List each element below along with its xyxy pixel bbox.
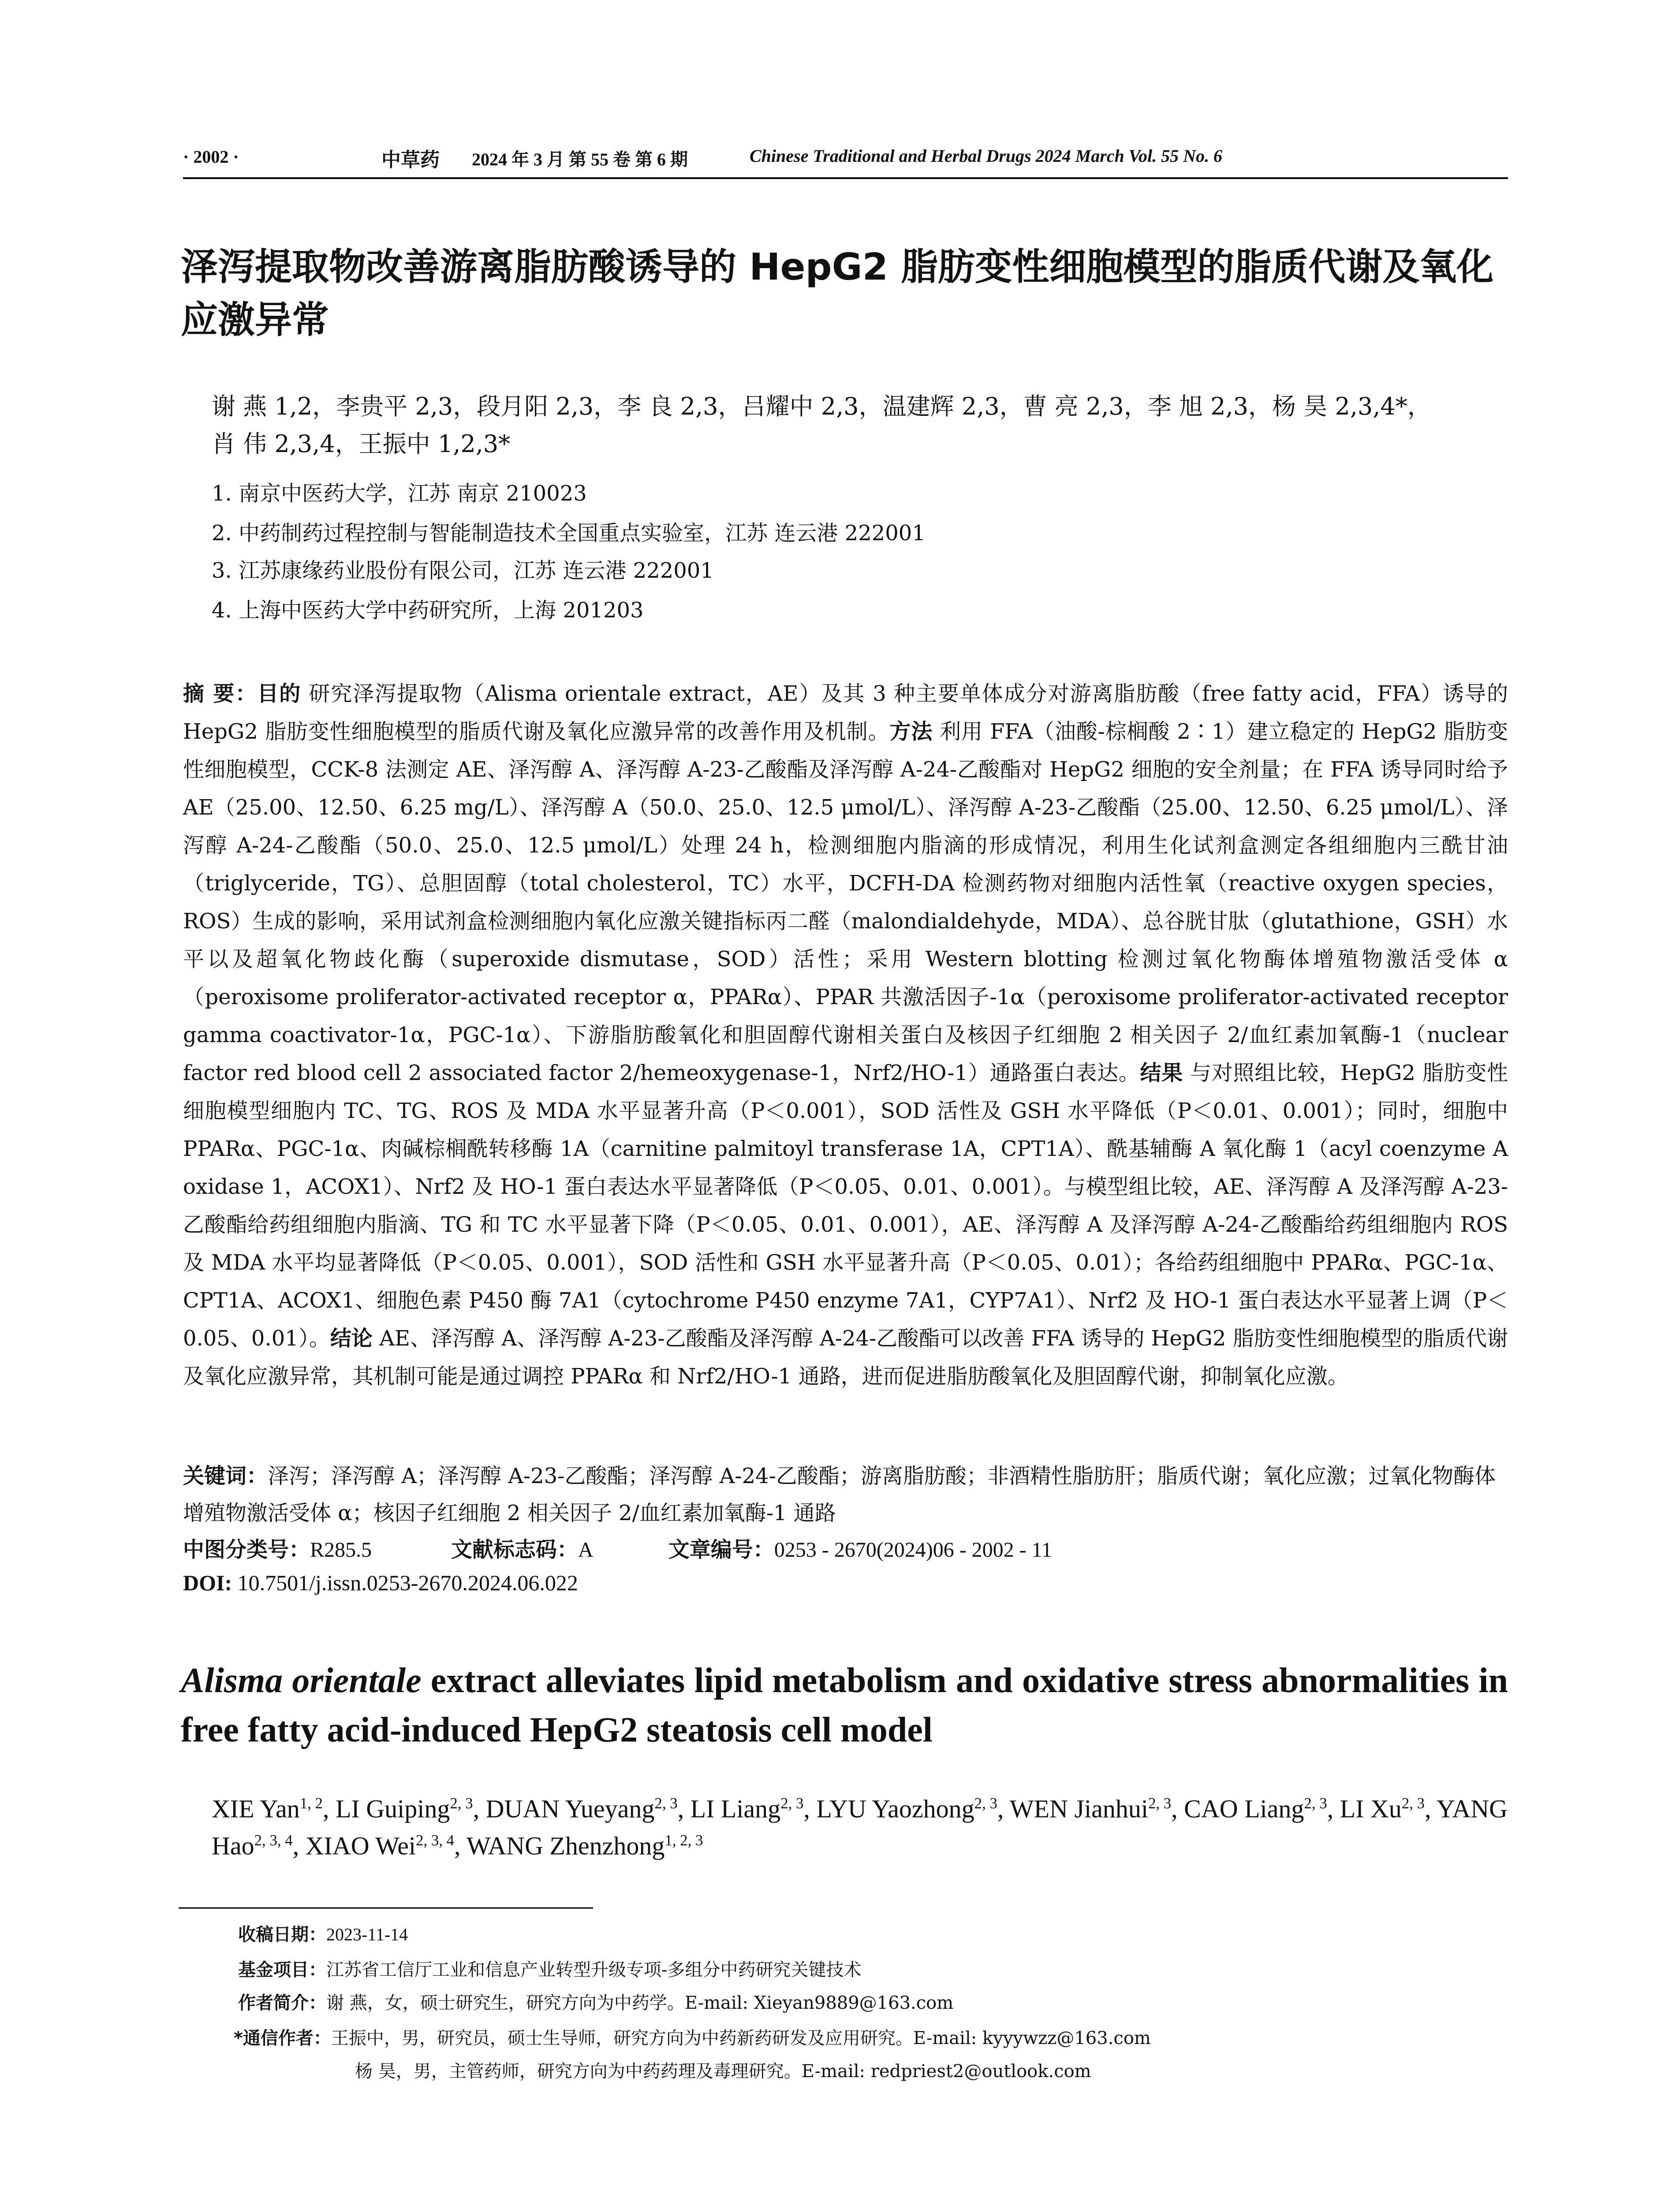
- issue-info-cn: 2024 年 3 月 第 55 卷 第 6 期: [472, 149, 688, 169]
- footnote-rule: [179, 1907, 593, 1909]
- footnote-received: 收稿日期：2023-11-14: [238, 1925, 408, 1945]
- affiliation-4: 4. 上海中医药大学中药研究所，上海 201203: [212, 598, 644, 623]
- article-number-label: 文章编号：: [668, 1537, 774, 1562]
- author-en: DUAN Yueyang: [485, 1794, 655, 1823]
- doi-line: [183, 1570, 578, 1596]
- journal-name-cn: 中草药: [381, 149, 440, 171]
- author-en: LI Liang: [690, 1794, 781, 1823]
- methods-text: 利用 FFA（油酸-棕榈酸 2∶1）建立稳定的 HepG2 脂肪变性细胞模型，CCK-8 法测定 AE、泽泻醇 A、泽泻醇 A-23-乙酸酯及泽泻醇 A-24-乙酸酯对 HepG2 细胞的安全剂量；在 FFA 诱导同时给予 AE（25.00、12.50、6.25 mg/L）、泽泻醇 A（50.0、25.0、12.5 μmol/L）、泽泻醇 A-23-乙酸酯（25.00、12.50、6.25 μmol/L）、泽泻醇 A-24-乙酸酯（50.0、25.0、12.5 μmol/L）处理 24 h，检测细胞内脂滴的形成情况，利用生化试剂盒测定各组细胞内三酰甘油（triglyceride，TG）、总胆固醇（total cholesterol，TC）水平，DCFH-DA 检测药物对细胞内活性氧（reactive oxygen species，ROS）生成的影响，采用试剂盒检测细胞内氧化应激关键指标丙二醛（malondialdehyde，MDA）、总谷胱甘肽（glutathione，GSH）水平以及超氧化物歧化酶（superoxide dismutase，SOD）活性；采用 Western blotting 检测过氧化物酶体增殖物激活受体 α（peroxisome proliferator-activated receptor α，PPARα）、PPAR 共激活因子-1α（peroxisome proliferator-activated receptor gamma coactivator-1α，PGC-1α）、下游脂肪酸氧化和胆固醇代谢相关蛋白及核因子红细胞 2 相关因子 2/血红素加氧酶-1（nuclear factor red blood cell 2 associated factor 2/hemeoxygenase-1，Nrf2/HO-1）通路蛋白表达。: [183, 719, 1508, 1085]
- author-affiliation-sup: 2, 3: [1148, 1794, 1172, 1812]
- author-en: LI Xu: [1340, 1794, 1402, 1823]
- clc-value: R285.5: [310, 1538, 372, 1562]
- doi-value: 10.7501/j.issn.0253-2670.2024.06.022: [232, 1570, 578, 1595]
- keywords: [183, 1458, 1508, 1532]
- title-cn: 泽泻提取物改善游离脂肪酸诱导的 HepG2 脂肪变性细胞模型的脂质代谢及氧化应激异常: [181, 245, 1494, 341]
- author-en: WANG Zhenzhong: [466, 1831, 665, 1860]
- article-number-value: 0253 - 2670(2024)06 - 2002 - 11: [774, 1538, 1052, 1562]
- keywords-text: 泽泻；泽泻醇 A；泽泻醇 A-23-乙酸酯；泽泻醇 A-24-乙酸酯；游离脂肪酸；非酒精性脂肪肝；脂质代谢；氧化应激；过氧化物酶体增殖物激活受体 α；核因子红细胞 2 相关因子 2/血红素加氧酶-1 通路: [183, 1464, 1496, 1525]
- affiliation-2: 2. 中药制药过程控制与智能制造技术全国重点实验室，江苏 连云港 222001: [212, 521, 926, 546]
- author-affiliation-sup: 2, 3: [1304, 1794, 1327, 1812]
- author-en: YANG Hao: [212, 1794, 1508, 1860]
- author-affiliation-sup: 2, 3: [654, 1794, 678, 1812]
- title-en-rest: extract alleviates lipid metabolism and oxidative stress abnormalities in free fatty acid-induced HepG2 steatosis cell model: [181, 1661, 1508, 1749]
- author-affiliation-sup: 2, 3: [780, 1794, 804, 1812]
- affiliation-1: 1. 南京中医药大学，江苏 南京 210023: [212, 481, 587, 506]
- title-en: [181, 1656, 1508, 1755]
- author-en: XIAO Wei: [305, 1831, 416, 1860]
- footnote-fund: 基金项目：江苏省工信厅工业和信息产业转型升级专项-多组分中药研究关键技术: [238, 1960, 862, 1980]
- classification-line: [183, 1532, 1052, 1563]
- keywords-label: 关键词：: [183, 1464, 268, 1488]
- author-affiliation-sup: 2, 3: [450, 1794, 473, 1812]
- header-rule: [183, 177, 1508, 179]
- conclusion-label: 结论: [330, 1326, 373, 1351]
- author-affiliation-sup: 1, 2, 3: [665, 1831, 703, 1849]
- doi-label: DOI:: [183, 1570, 232, 1595]
- author-en: LI Guiping: [336, 1794, 450, 1823]
- authors-en: XIE Yan$^{1, 2}$, LI Guiping$^{2, 3}$, DUAN Yueyang$^{2, 3}$, LI Liang$^{2, 3}$, LYU Yaozhong$^{2, 3}$, WEN Jianhui$^{2, 3}$, CAO Liang$^{2, 3}$, LI Xu$^{2, 3}$, YANG Hao$^{2, 3, 4}$, XIAO Wei$^{2, 3, 4}$, WANG Zhenzhong$^{1, 2, 3}$: [212, 1794, 1508, 1860]
- author-affiliation-sup: 2, 3: [1401, 1794, 1425, 1812]
- authors-cn-line2: 肖 伟 2,3,4，王振中 1,2,3*: [212, 430, 511, 458]
- journal-name-en: Chinese Traditional and Herbal Drugs 2024 March Vol. 55 No. 6: [750, 146, 1223, 166]
- doc-code-value: A: [578, 1538, 594, 1562]
- doc-code-label: 文献标志码：: [451, 1537, 579, 1562]
- author-en: CAO Liang: [1184, 1794, 1304, 1823]
- clc-label: 中图分类号：: [183, 1537, 310, 1562]
- methods-label: 方法: [889, 719, 933, 744]
- author-affiliation-sup: 2, 3, 4: [416, 1831, 455, 1849]
- abstract-label: 摘 要：: [183, 681, 258, 706]
- results-label: 结果: [1140, 1061, 1183, 1085]
- footnote-bio: 作者简介：谢 燕，女，硕士研究生，研究方向为中药学。E-mail: Xieyan9889@163.com: [238, 1993, 954, 2013]
- authors-cn-line1: 谢 燕 1,2，李贵平 2,3，段月阳 2,3，李 良 2,3，吕耀中 2,3，温建辉 2,3，曹 亮 2,3，李 旭 2,3，杨 昊 2,3,4*，: [212, 392, 1431, 420]
- author-en: WEN Jianhui: [1009, 1794, 1148, 1823]
- footnote-corresponding-2: 杨 昊，男，主管药师，研究方向为中药药理及毒理研究。E-mail: redpriest2@outlook.com: [355, 2061, 1091, 2082]
- author-affiliation-sup: 2, 3, 4: [254, 1831, 293, 1849]
- title-en-species: Alisma orientale: [181, 1661, 422, 1700]
- author-en: LYU Yaozhong: [816, 1794, 974, 1823]
- author-affiliation-sup: 1, 2: [299, 1794, 323, 1812]
- page-number: · 2002 ·: [183, 147, 239, 167]
- objective-text: 研究泽泻提取物（Alisma orientale extract，AE）及其 3 种主要单体成分对游离脂肪酸（free fatty acid，FFA）诱导的 HepG2 脂肪变性细胞模型的脂质代谢及氧化应激异常的改善作用及机制。: [183, 681, 1508, 744]
- conclusion-text: AE、泽泻醇 A、泽泻醇 A-23-乙酸酯及泽泻醇 A-24-乙酸酯可以改善 FFA 诱导的 HepG2 脂肪变性细胞模型的脂质代谢及氧化应激异常，其机制可能是通过调控 PPARα 和 Nrf2/HO-1 通路，进而促进脂肪酸氧化及胆固醇代谢，抑制氧化应激。: [183, 1326, 1508, 1389]
- affiliation-3: 3. 江苏康缘药业股份有限公司，江苏 连云港 222001: [212, 558, 714, 583]
- abstract: [183, 675, 1508, 1395]
- objective-label: 目的: [257, 681, 302, 706]
- results-text: 与对照组比较，HepG2 脂肪变性细胞模型细胞内 TC、TG、ROS 及 MDA 水平显著升高（P＜0.001），SOD 活性及 GSH 水平降低（P＜0.01、0.001）；同时，细胞中 PPARα、PGC-1α、肉碱棕榈酰转移酶 1A（carnitine palmitoyl transferase 1A，CPT1A）、酰基辅酶 A 氧化酶 1（acyl coenzyme A oxidase 1，ACOX1）、Nrf2 及 HO-1 蛋白表达水平显著降低（P＜0.05、0.01、0.001）。与模型组比较，AE、泽泻醇 A 及泽泻醇 A-23-乙酸酯给药组细胞内脂滴、TG 和 TC 水平显著下降（P＜0.05、0.01、0.001），AE、泽泻醇 A 及泽泻醇 A-24-乙酸酯给药组细胞内 ROS 及 MDA 水平均显著降低（P＜0.05、0.001），SOD 活性和 GSH 水平显著升高（P＜0.05、0.01）；各给药组细胞中 PPARα、PGC-1α、CPT1A、ACOX1、细胞色素 P450 酶 7A1（cytochrome P450 enzyme 7A1，CYP7A1）、Nrf2 及 HO-1 蛋白表达水平显著上调（P＜0.05、0.01）。: [183, 1061, 1508, 1351]
- author-affiliation-sup: 2, 3: [974, 1794, 997, 1812]
- author-en: XIE Yan: [212, 1794, 300, 1823]
- footnote-corresponding: *通信作者：王振中，男，研究员，硕士生导师，研究方向为中药新药研发及应用研究。E-mail: kyyywzz@163.com: [234, 2028, 1151, 2048]
